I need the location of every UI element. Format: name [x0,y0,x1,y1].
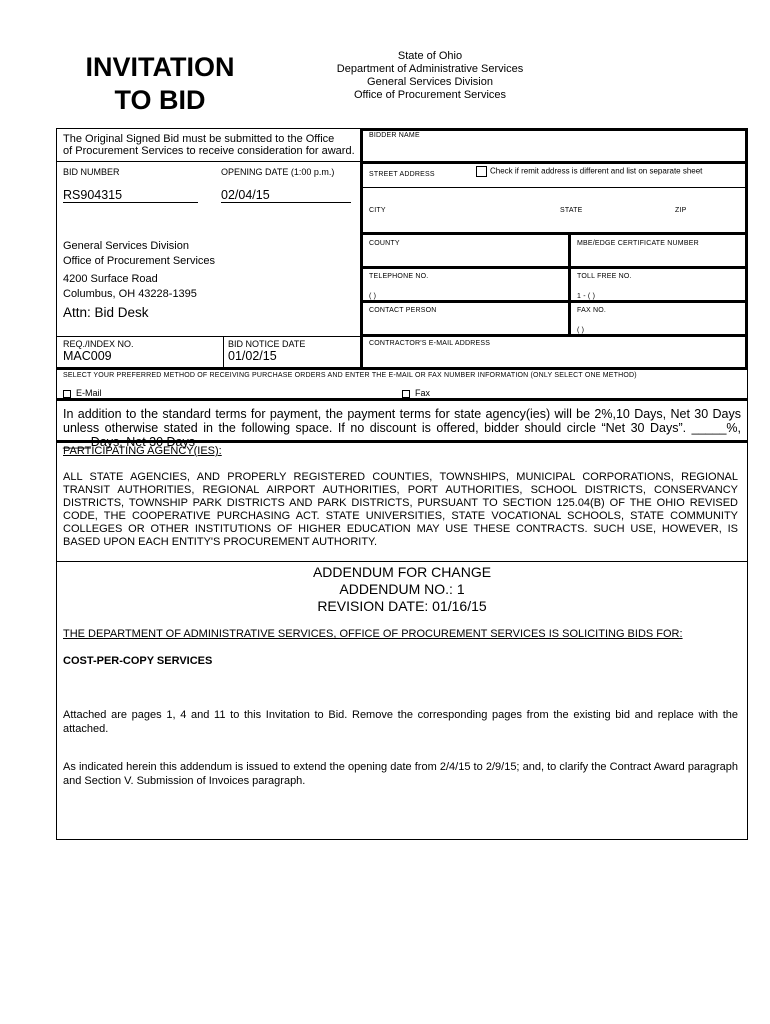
submit-note-line: of Procurement Services to receive consideration for award. [63,145,355,157]
method-instruction: SELECT YOUR PREFERRED METHOD OF RECEIVING PURCHASE ORDERS AND ENTER THE E-MAIL OR FAX NUMBER INFORMATION (ONLY SELECT ONE METHOD) [63,372,637,379]
checkbox-icon[interactable] [402,390,410,398]
bid-number-value: RS904315 [63,188,198,203]
divider [56,561,748,562]
telephone-format: ( ) [369,293,377,300]
bid-notice-date-label: BID NOTICE DATE [228,339,306,349]
checkbox-icon[interactable] [476,166,487,177]
divider [360,300,748,303]
address-line: Office of Procurement Services [63,255,216,267]
addendum-paragraph-1: Attached are pages 1, 4 and 11 to this Invitation to Bid. Remove the corresponding pages from the existing bid and replace with the attached. [63,709,738,735]
bidder-box-top [360,128,748,131]
fax-format: ( ) [577,327,585,334]
address-line: General Services Division [63,240,189,252]
payment-terms: In addition to the standard terms for payment, the payment terms for state agency(ies) will be 2%,10 Days, Net 30 Days unless otherwise stated in the following space. If no discount is offered, bidder should circle “Net 30 Days”. _____%, [63,407,741,435]
bidder-box-left [360,128,363,369]
divider [360,266,748,269]
divider [223,336,224,368]
bid-number-label: BID NUMBER [63,167,120,177]
participating-body: ALL STATE AGENCIES, AND PROPERLY REGISTERED COUNTIES, TOWNSHIPS, MUNICIPAL CORPORATIONS, REGIONAL TRANSIT AUTHORITIES, REGIONAL AIRPORT AUTHORITIES, PORT AUTHORITIES, SCHOOL DISTRICTS, CONSERVANCY DISTRICTS, TOWNSHIP PARK DISTRICTS AND PARK DISTRICTS, PURSUANT TO SECTION 125.04(B) OF THE OHIO REVISED CODE, THE COOPERATIVE PURCHASING ACT. STATE UNIVERSITIES, STATE VOCATIONAL SCHOOLS, STATE COMMUNITY COLLEGES OR OTHER INSTITUTIONS OF HIGHER EDUCATION MAY USE THESE CONTRACTS. SUCH USE, HOWEVER, IS BASED UPON EACH ENTITY'S PROCUREMENT AUTHORITY. [63,471,738,548]
mbe-edge-label: MBE/EDGE CERTIFICATE NUMBER [577,240,699,247]
address-line: Columbus, OH 43228-1395 [63,288,197,300]
street-underline [360,187,748,188]
agency-line: Department of Administrative Services [336,63,524,75]
addendum-header [56,564,748,615]
divider [568,234,571,334]
bidder-box-right [745,128,748,369]
city-label: CITY [369,207,386,214]
mailing-address [63,239,215,302]
state-label: STATE [560,207,583,214]
title-line-1: INVITATION [85,52,235,82]
divider [56,367,748,370]
agency-line: General Services Division [367,76,493,88]
fax-option[interactable] [402,388,430,398]
addendum-paragraph-2: As indicated herein this addendum is issued to extend the opening date from 2/4/15 to 2/9/15; and, to clarify the Contract Award paragraph and Section V. Submission of Invoices paragraph. [63,761,738,787]
remit-check-label: Check if remit address is different and list on separate sheet [490,166,703,176]
soliciting-statement: THE DEPARTMENT OF ADMINISTRATIVE SERVICES, OFFICE OF PROCUREMENT SERVICES IS SOLICITING BIDS FOR: [63,628,683,640]
bid-notice-date-value: 01/02/15 [228,349,277,363]
service-name: COST-PER-COPY SERVICES [63,655,213,667]
toll-free-format: 1 - ( ) [577,293,596,300]
toll-free-label: TOLL FREE NO. [577,273,632,280]
fax-label: FAX NO. [577,307,607,314]
address-line: 4200 Surface Road [63,273,158,285]
revision-date: REVISION DATE: 01/16/15 [317,598,487,614]
zip-label: ZIP [675,207,687,214]
req-index-value: MAC009 [63,349,112,363]
divider [56,336,361,337]
addendum-title: ADDENDUM FOR CHANGE [312,564,492,580]
divider [56,440,748,443]
participating-heading: PARTICIPATING AGENCY(IES): [63,445,222,457]
opening-date-value: 02/04/15 [221,188,351,203]
divider [360,334,748,337]
divider [56,161,361,162]
contact-person-label: CONTACT PERSON [369,307,437,314]
email-option-label: E-Mail [76,388,102,398]
remit-address-check[interactable] [476,166,702,177]
divider [360,161,748,164]
addendum-number: ADDENDUM NO.: 1 [339,581,465,597]
divider [56,398,748,401]
document-title [60,51,260,117]
street-address-label: STREET ADDRESS [369,171,435,178]
form-bottom-border [56,839,748,840]
req-index-label: REQ./INDEX NO. [63,339,134,349]
bidder-name-label: BIDDER NAME [369,132,420,139]
agency-block [300,50,560,102]
email-option[interactable] [63,388,102,398]
county-label: COUNTY [369,240,400,247]
opening-date-label: OPENING DATE (1:00 p.m.) [221,167,335,177]
form-left-border [56,128,57,840]
attention-line: Attn: Bid Desk [63,305,149,320]
agency-line: State of Ohio [397,50,463,62]
telephone-label: TELEPHONE NO. [369,273,429,280]
email-address-label: CONTRACTOR'S E-MAIL ADDRESS [369,340,491,347]
submit-note-line: The Original Signed Bid must be submitted to the Office [63,133,335,145]
fax-option-label: Fax [415,388,431,398]
submit-note [63,133,355,157]
agency-line: Office of Procurement Services [353,89,507,101]
title-line-2: TO BID [114,85,206,115]
checkbox-icon[interactable] [63,390,71,398]
divider [360,232,748,235]
